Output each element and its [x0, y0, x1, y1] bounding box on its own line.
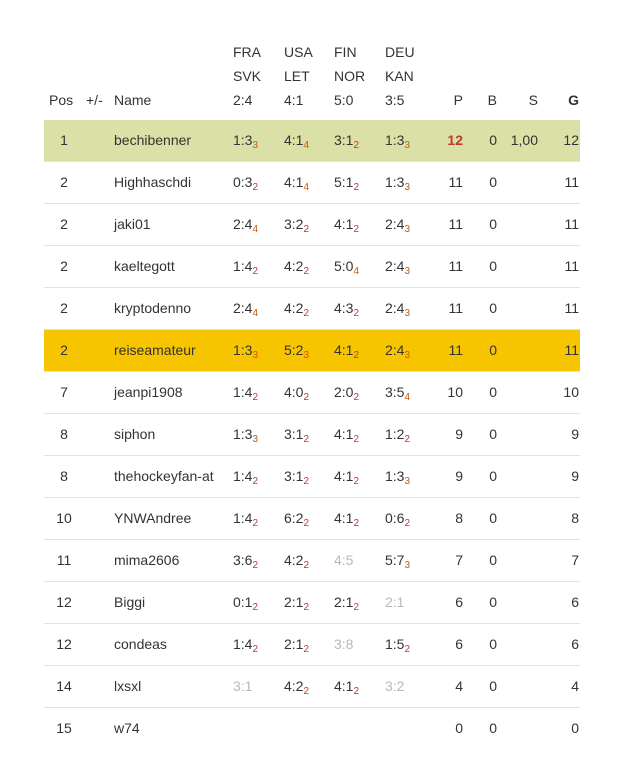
header-game-2[interactable]	[284, 40, 313, 112]
row-name[interactable]: w74	[114, 720, 140, 736]
tip-points: 3	[404, 308, 411, 319]
tip-points: 2	[303, 266, 310, 277]
row-tip-1: $1:4_2$	[233, 636, 259, 655]
tip-points: 2	[353, 518, 360, 529]
row-tip-1: $2:4_4$	[233, 300, 259, 319]
row-tip-1: $1:4_2$	[233, 510, 259, 529]
row-total: 11	[564, 258, 579, 274]
row-bonus: 0	[489, 174, 497, 190]
row-tip-2: $4:2_2$	[284, 552, 310, 571]
row-total: 11	[564, 300, 579, 316]
tip-points: 2	[303, 644, 310, 655]
row-bonus: 0	[489, 426, 497, 442]
row-tip-1: $2:4_4$	[233, 216, 259, 235]
table-row[interactable]	[44, 120, 580, 161]
row-tip-3: $4:1_2$	[334, 468, 360, 487]
table-row[interactable]	[44, 161, 580, 203]
tip-points: 2	[303, 392, 310, 403]
row-points: 9	[455, 426, 463, 442]
row-tip-4: $2:4_3$	[385, 258, 411, 277]
tip-points: 2	[252, 644, 259, 655]
game-1-team1: FRA	[233, 44, 261, 60]
row-tip-1: $3:6_2$	[233, 552, 259, 571]
row-tip-4: $3:5_4$	[385, 384, 411, 403]
row-points: 11	[448, 342, 463, 358]
table-row[interactable]	[44, 665, 580, 707]
tip-points: 3	[404, 224, 411, 235]
row-bonus: 0	[489, 678, 497, 694]
table-row[interactable]	[44, 539, 580, 581]
row-name[interactable]: kaeltegott	[114, 258, 175, 274]
tip-points: 2	[404, 644, 411, 655]
row-pos: 8	[60, 468, 68, 484]
row-pos: 2	[60, 216, 68, 232]
tip-points: 2	[353, 350, 360, 361]
row-tip-1: $0:1_2$	[233, 594, 259, 613]
row-tip-3: $4:1_2$	[334, 510, 360, 529]
row-name[interactable]: lxsxl	[114, 678, 142, 694]
row-tip-4: $0:6_2$	[385, 510, 411, 529]
tip-points: 3	[404, 476, 411, 487]
row-tip-3: $4:1_2$	[334, 678, 360, 697]
row-total: 6	[571, 594, 579, 610]
tip-points: 2	[353, 182, 360, 193]
tip-points: 2	[252, 392, 259, 403]
row-total: 0	[571, 720, 579, 736]
row-tip-4: $2:4_3$	[385, 300, 411, 319]
tip-points: 2	[353, 434, 360, 445]
row-name[interactable]: siphon	[114, 426, 156, 442]
row-bonus: 0	[489, 216, 497, 232]
tip-points: 4	[404, 392, 411, 403]
tip-points: 2	[353, 308, 360, 319]
tip-points: 2	[252, 560, 259, 571]
header-g[interactable]: G	[568, 92, 579, 108]
row-tip-3: $5:1_2$	[334, 174, 360, 193]
tip-points: 2	[303, 308, 310, 319]
row-points: 12	[447, 132, 463, 148]
row-bonus: 0	[489, 132, 497, 148]
header-pos[interactable]: Pos	[49, 92, 74, 108]
table-row[interactable]	[44, 413, 580, 455]
row-pos: 14	[56, 678, 72, 694]
tip-points: 4	[303, 140, 310, 151]
row-pos: 11	[56, 552, 72, 568]
row-bonus: 0	[489, 342, 497, 358]
tip-points: 2	[353, 602, 360, 613]
row-tip-4: $2:4_3$	[385, 216, 411, 235]
header-b[interactable]: B	[487, 92, 497, 108]
row-tip-2: $4:0_2$	[284, 384, 310, 403]
row-name[interactable]: condeas	[114, 636, 167, 652]
row-tip-1: $1:4_2$	[233, 384, 259, 403]
row-s: 1,00	[510, 132, 538, 148]
row-tip-3: $4:1_2$	[334, 216, 360, 235]
tip-points: 2	[303, 686, 310, 697]
row-bonus: 0	[489, 636, 497, 652]
game-3-team1: FIN	[334, 44, 357, 60]
row-tip-2: $6:2_2$	[284, 510, 310, 529]
row-tip-3: $3:1_2$	[334, 132, 360, 151]
tip-points: 2	[252, 182, 259, 193]
row-tip-3: 3:8	[334, 636, 354, 652]
tip-points: 2	[252, 518, 259, 529]
tip-points: 2	[353, 140, 360, 151]
tip-points: 2	[252, 476, 259, 487]
row-pos: 12	[56, 636, 72, 652]
row-tip-4: 3:2	[385, 678, 405, 694]
row-tip-1: $0:3_2$	[233, 174, 259, 193]
tip-points: 2	[353, 224, 360, 235]
row-name[interactable]: reiseamateur	[114, 342, 196, 358]
tip-points: 3	[252, 434, 259, 445]
row-pos: 15	[56, 720, 72, 736]
game-4-score: 3:5	[385, 92, 405, 108]
tip-points: 2	[353, 392, 360, 403]
tip-points: 3	[404, 560, 411, 571]
row-tip-2: $3:2_2$	[284, 216, 310, 235]
tip-points: 4	[353, 266, 360, 277]
row-points: 11	[448, 300, 463, 316]
tip-points: 3	[252, 350, 259, 361]
tip-points: 3	[252, 140, 259, 151]
row-tip-4: 2:1	[385, 594, 405, 610]
row-tip-3: $2:1_2$	[334, 594, 360, 613]
row-total: 11	[564, 216, 579, 232]
row-tip-1: $1:3_3$	[233, 132, 259, 151]
table-row[interactable]	[44, 497, 580, 539]
row-tip-4: $1:3_3$	[385, 174, 411, 193]
table-body	[44, 120, 580, 749]
row-total: 11	[564, 174, 579, 190]
row-tip-4: $1:5_2$	[385, 636, 411, 655]
row-total: 10	[563, 384, 579, 400]
table-row[interactable]	[44, 329, 580, 371]
table-row[interactable]	[44, 203, 580, 245]
tip-points: 2	[404, 434, 411, 445]
header-p[interactable]: P	[453, 92, 463, 108]
header-game-3[interactable]	[334, 40, 365, 112]
row-tip-2: $4:2_2$	[284, 678, 310, 697]
row-tip-3: $5:0_4$	[334, 258, 360, 277]
game-3-team2: NOR	[334, 68, 366, 84]
tip-points: 2	[353, 476, 360, 487]
row-bonus: 0	[489, 594, 497, 610]
table-row[interactable]	[44, 707, 580, 749]
header-game-4[interactable]	[385, 40, 415, 112]
tip-points: 3	[404, 140, 411, 151]
tip-points: 2	[303, 602, 310, 613]
row-name[interactable]: kryptodenno	[114, 300, 192, 316]
row-tip-4: $5:7_3$	[385, 552, 411, 571]
standings-table	[44, 40, 580, 749]
row-bonus: 0	[489, 384, 497, 400]
row-points: 7	[455, 552, 463, 568]
row-pos: 10	[56, 510, 72, 526]
tip-points: 4	[303, 182, 310, 193]
row-points: 6	[455, 594, 463, 610]
row-total: 12	[563, 132, 579, 148]
table-row[interactable]	[44, 623, 580, 665]
row-bonus: 0	[489, 510, 497, 526]
row-tip-3: 4:5	[334, 552, 354, 568]
row-pos: 7	[60, 384, 68, 400]
table-header	[44, 40, 580, 120]
row-bonus: 0	[489, 258, 497, 274]
tip-points: 2	[303, 224, 310, 235]
row-points: 9	[455, 468, 463, 484]
row-tip-2: $5:2_3$	[284, 342, 310, 361]
row-name[interactable]: Highhaschdi	[114, 174, 192, 190]
tip-points: 4	[252, 308, 259, 319]
row-tip-2: $3:1_2$	[284, 468, 310, 487]
row-tip-3: $2:0_2$	[334, 384, 360, 403]
header-s[interactable]: S	[528, 92, 538, 108]
row-total: 4	[571, 678, 579, 694]
tip-points: 3	[404, 266, 411, 277]
row-total: 7	[571, 552, 579, 568]
row-tip-2: $3:1_2$	[284, 426, 310, 445]
row-points: 4	[455, 678, 463, 694]
tip-points: 2	[303, 434, 310, 445]
row-points: 11	[448, 216, 463, 232]
row-name[interactable]: jeanpi1908	[114, 384, 183, 400]
row-tip-3: $4:3_2$	[334, 300, 360, 319]
row-name[interactable]: jaki01	[114, 216, 151, 232]
row-total: 11	[564, 342, 579, 358]
row-bonus: 0	[489, 300, 497, 316]
row-pos: 8	[60, 426, 68, 442]
row-name[interactable]: thehockeyfan-at	[114, 468, 214, 484]
row-tip-3: $4:1_2$	[334, 426, 360, 445]
row-total: 9	[571, 426, 579, 442]
row-points: 11	[448, 174, 463, 190]
header-name[interactable]: Name	[114, 92, 152, 108]
row-bonus: 0	[489, 552, 497, 568]
row-tip-1: $1:3_3$	[233, 342, 259, 361]
row-bonus: 0	[489, 720, 497, 736]
tip-points: 3	[404, 182, 411, 193]
row-tip-2: $2:1_2$	[284, 594, 310, 613]
row-name[interactable]: Biggi	[114, 594, 146, 610]
row-tip-4: $1:3_3$	[385, 132, 411, 151]
table-row[interactable]	[44, 245, 580, 287]
row-pos: 1	[60, 132, 68, 148]
row-tip-2: $4:1_4$	[284, 174, 310, 193]
game-1-score: 2:4	[233, 92, 253, 108]
tip-points: 3	[303, 350, 310, 361]
tip-points: 2	[404, 518, 411, 529]
row-tip-1: $1:4_2$	[233, 468, 259, 487]
row-tip-2: $4:2_2$	[284, 258, 310, 277]
game-2-team1: USA	[284, 44, 313, 60]
tip-points: 2	[353, 686, 360, 697]
row-points: 0	[455, 720, 463, 736]
row-tip-4: $1:3_3$	[385, 468, 411, 487]
row-tip-4: $2:4_3$	[385, 342, 411, 361]
header-game-1[interactable]	[233, 40, 261, 112]
header-change[interactable]: +/-	[86, 92, 103, 108]
game-4-team1: DEU	[385, 44, 415, 60]
tip-points: 2	[303, 518, 310, 529]
row-pos: 2	[60, 300, 68, 316]
tip-points: 2	[303, 476, 310, 487]
row-name[interactable]: bechibenner	[114, 132, 192, 148]
tip-points: 2	[252, 266, 259, 277]
row-pos: 2	[60, 174, 68, 190]
row-tip-1: $1:4_2$	[233, 258, 259, 277]
row-tip-2: $2:1_2$	[284, 636, 310, 655]
tip-points: 4	[252, 224, 259, 235]
table-row[interactable]	[44, 581, 580, 623]
game-4-team2: KAN	[385, 68, 414, 84]
game-2-team2: LET	[284, 68, 310, 84]
game-1-team2: SVK	[233, 68, 262, 84]
row-tip-4: $1:2_2$	[385, 426, 411, 445]
tip-points: 2	[303, 560, 310, 571]
row-points: 8	[455, 510, 463, 526]
row-name[interactable]: YNWAndree	[114, 510, 192, 526]
row-tip-1: 3:1	[233, 678, 253, 694]
row-pos: 2	[60, 342, 68, 358]
row-points: 11	[448, 258, 463, 274]
row-points: 6	[455, 636, 463, 652]
tip-points: 3	[404, 350, 411, 361]
row-tip-1: $1:3_3$	[233, 426, 259, 445]
row-points: 10	[447, 384, 463, 400]
row-tip-3: $4:1_2$	[334, 342, 360, 361]
table-row[interactable]	[44, 371, 580, 413]
row-total: 9	[571, 468, 579, 484]
table-row[interactable]	[44, 455, 580, 497]
table-row[interactable]	[44, 287, 580, 329]
row-pos: 2	[60, 258, 68, 274]
row-name[interactable]: mima2606	[114, 552, 180, 568]
row-total: 8	[571, 510, 579, 526]
row-total: 6	[571, 636, 579, 652]
row-tip-2: $4:2_2$	[284, 300, 310, 319]
game-3-score: 5:0	[334, 92, 354, 108]
row-pos: 12	[56, 594, 72, 610]
row-tip-2: $4:1_4$	[284, 132, 310, 151]
row-bonus: 0	[489, 468, 497, 484]
game-2-score: 4:1	[284, 92, 304, 108]
tip-points: 2	[252, 602, 259, 613]
